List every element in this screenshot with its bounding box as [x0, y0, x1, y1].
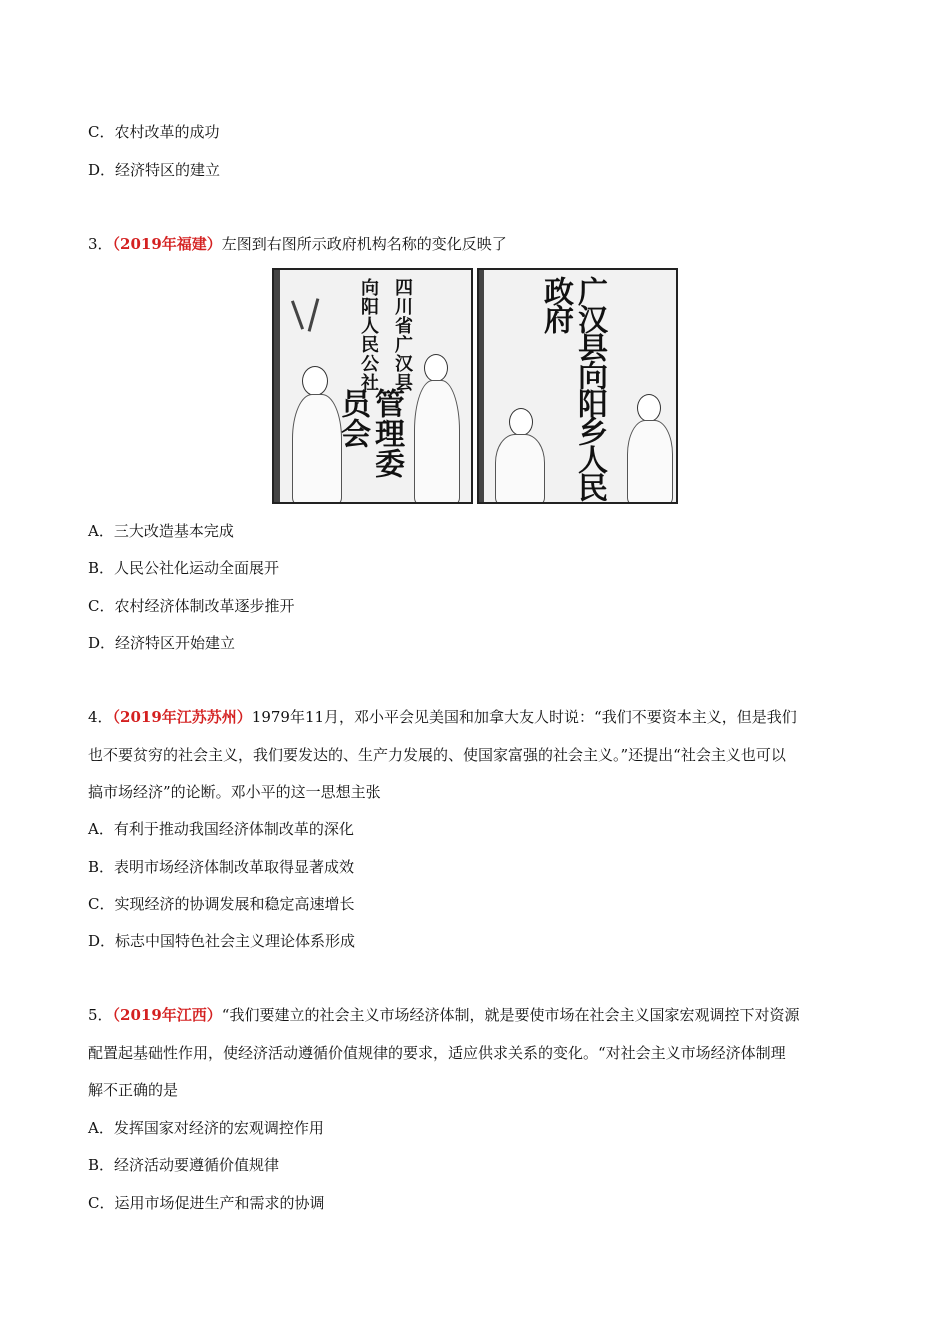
- left-sign-line2: 四川省广汉县: [392, 278, 413, 392]
- q5-stem-text: “我们要建立的社会主义市场经济体制，就是要使市场在社会主义国家宏观调控下对资源: [221, 1006, 800, 1024]
- q3-option-a: A．三大改造基本完成: [88, 522, 234, 540]
- q5-option-b: B．经济活动要遵循价值规律: [88, 1156, 280, 1174]
- q5-stem-line1: [88, 1005, 799, 1025]
- q2-option-c: C．农村改革的成功: [88, 123, 220, 141]
- q4-source: （2019年江苏苏州）: [112, 708, 252, 726]
- q4-stem-line2: 也不要贫穷的社会主义，我们要发达的、生产力发展的、使国家富强的社会主义。”还提出“社会主义也可以: [88, 746, 786, 764]
- q4-option-b: B．表明市场经济体制改革取得显著成效: [88, 858, 355, 876]
- q5-stem-line2: 配置起基础性作用，使经济活动遵循价值规律的要求，适应供求关系的变化。“对社会主义市场经济体制理: [88, 1044, 786, 1062]
- q4-option-d: D．标志中国特色社会主义理论体系形成: [88, 932, 356, 950]
- q4-option-c: C．实现经济的协调发展和稳定高速增长: [88, 895, 355, 913]
- q5-option-a: A．发挥国家对经济的宏观调控作用: [88, 1119, 324, 1137]
- left-sign-line3: 管理委员会: [335, 388, 404, 478]
- q3-stem-text: 左图到右图所示政府机构名称的变化反映了: [221, 235, 507, 253]
- q3-option-c: C．农村经济体制改革逐步推开: [88, 597, 295, 615]
- left-sign-line1: 向阳人民公社: [358, 278, 379, 392]
- q3-stem: [88, 234, 507, 254]
- q3-option-b: B．人民公社化运动全面展开: [88, 559, 280, 577]
- q2-option-d: D．经济特区的建立: [88, 161, 221, 179]
- q5-source: （2019年江西）: [112, 1006, 222, 1024]
- q4-stem-line3: 搞市场经济”的论断。邓小平的这一思想主张: [88, 783, 381, 801]
- q4-stem-text: 1979年11月，邓小平会见美国和加拿大友人时说：“我们不要资本主义，但是我们: [251, 708, 797, 726]
- q5-number: 5．: [88, 1006, 113, 1024]
- right-sign: 广汉县向阳乡人民政府: [538, 276, 607, 500]
- q4-option-a: A．有利于推动我国经济体制改革的深化: [88, 820, 354, 838]
- photo-right: [477, 268, 678, 504]
- photo-left: [272, 268, 473, 504]
- q5-stem-line3: 解不正确的是: [88, 1081, 179, 1099]
- q3-option-d: D．经济特区开始建立: [88, 634, 236, 652]
- q3-source: （2019年福建）: [112, 235, 222, 253]
- q3-number: 3．: [88, 235, 113, 253]
- q4-number: 4．: [88, 708, 113, 726]
- q4-stem-line1: [88, 707, 797, 727]
- q3-photos: [272, 268, 678, 504]
- q5-option-c: C．运用市场促进生产和需求的协调: [88, 1194, 325, 1212]
